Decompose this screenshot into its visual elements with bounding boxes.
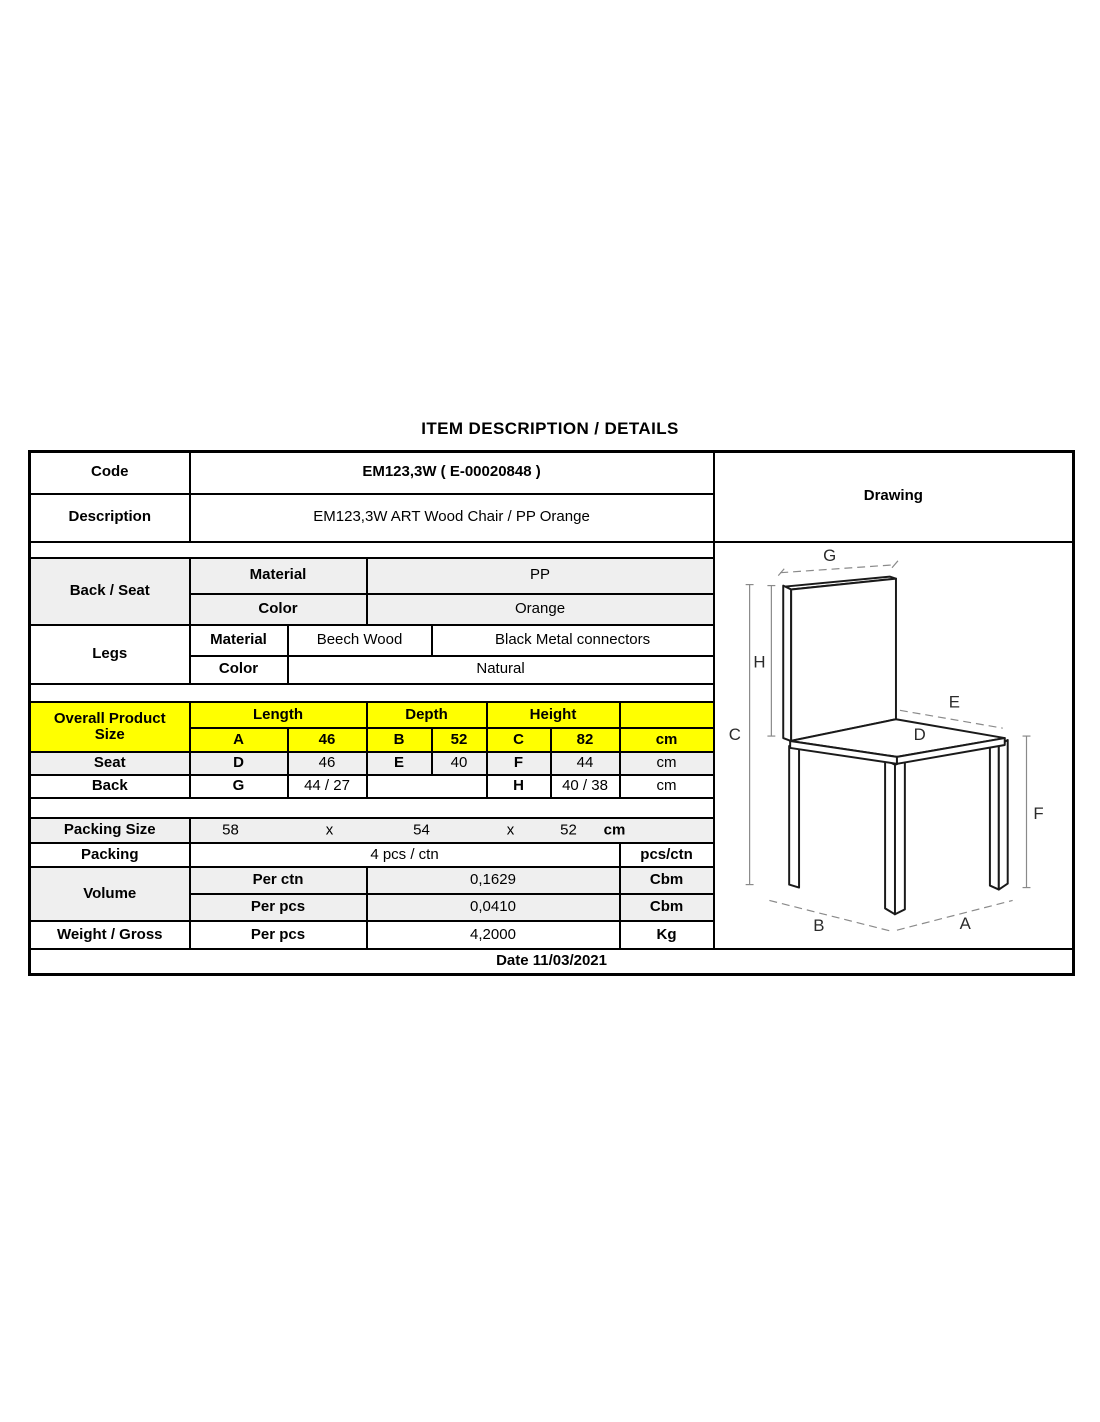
code-value: EM123,3W ( E-00020848 ) (190, 452, 714, 494)
packing-dim-height: 52 (560, 821, 577, 839)
legs-material-label: Material (190, 625, 288, 656)
back-unit: cm (620, 775, 714, 798)
drawing-header: Drawing (714, 452, 1074, 542)
weight-per-pcs-label: Per pcs (190, 921, 367, 949)
spacer-cell (30, 542, 714, 558)
back-depth-empty (367, 775, 487, 798)
depth-header: Depth (367, 702, 487, 728)
chair-leg-right-left-face (990, 741, 999, 890)
item-details-table (28, 450, 1075, 976)
back-height-value: 40 / 38 (551, 775, 620, 798)
page-title: ITEM DESCRIPTION / DETAILS (421, 419, 679, 438)
dimension-line-b (770, 900, 892, 931)
packing-times: x (506, 821, 515, 839)
dim-tick (892, 560, 898, 567)
packing-value: 4 pcs / ctn (190, 843, 620, 867)
packing-size-values (190, 818, 714, 843)
code-label: Code (30, 452, 190, 494)
overall-height-key: C (487, 728, 551, 752)
overall-depth-value: 52 (432, 728, 487, 752)
chair-leg-right-right-face (999, 740, 1008, 890)
seat-depth-key: E (367, 752, 432, 775)
packing-unit: pcs/ctn (620, 843, 714, 867)
spacer-cell (30, 684, 714, 702)
drawing-label-f: F (1033, 803, 1045, 823)
seat-height-value: 44 (551, 752, 620, 775)
drawing-label-h: H (753, 652, 766, 672)
overall-depth-key: B (367, 728, 432, 752)
volume-label: Volume (30, 867, 190, 921)
date-row (30, 949, 1074, 974)
chair-leg-front-right-face (895, 760, 905, 913)
seat-length-key: D (190, 752, 288, 775)
legs-color-label: Color (190, 656, 288, 684)
drawing-label-b: B (813, 915, 825, 935)
volume-per-pcs-label: Per pcs (190, 894, 367, 921)
seat-depth-value: 40 (432, 752, 487, 775)
chair-leg-front-left-face (885, 759, 895, 913)
volume-per-ctn-value: 0,1629 (367, 867, 620, 894)
seat-length-value: 46 (288, 752, 367, 775)
chair-backrest-side (784, 585, 792, 740)
spacer-row (30, 542, 1074, 558)
packing-times: x (325, 821, 334, 839)
length-header: Length (190, 702, 367, 728)
seat-label: Seat (30, 752, 190, 775)
drawing-area (714, 542, 1074, 950)
volume-per-ctn-unit: Cbm (620, 867, 714, 894)
legs-material-metal: Black Metal connectors (432, 625, 714, 656)
volume-per-ctn-label: Per ctn (190, 867, 367, 894)
spacer-cell (30, 798, 714, 818)
drawing-label-a: A (959, 913, 972, 933)
back-length-value: 44 / 27 (288, 775, 367, 798)
volume-per-pcs-unit: Cbm (620, 894, 714, 921)
chair-leg-left (789, 745, 799, 887)
code-row (30, 452, 1074, 494)
back-length-key: G (190, 775, 288, 798)
packing-size-label: Packing Size (30, 818, 190, 843)
packing-size-unit: cm (603, 821, 626, 839)
packing-dim-depth: 54 (413, 821, 430, 839)
overall-length-key: A (190, 728, 288, 752)
back-seat-color-label: Color (190, 594, 367, 625)
back-seat-material-value: PP (367, 558, 714, 594)
description-value: EM123,3W ART Wood Chair / PP Orange (190, 494, 714, 542)
description-label: Description (30, 494, 190, 542)
volume-per-pcs-value: 0,0410 (367, 894, 620, 921)
legs-color-value: Natural (288, 656, 714, 684)
weight-value: 4,2000 (367, 921, 620, 949)
weight-label: Weight / Gross (30, 921, 190, 949)
packing-label: Packing (30, 843, 190, 867)
legs-label: Legs (30, 625, 190, 684)
back-seat-label: Back / Seat (30, 558, 190, 625)
packing-dim-length: 58 (222, 821, 239, 839)
date-value: Date 11/03/2021 (30, 949, 1074, 974)
dimension-line-g (781, 564, 896, 572)
height-header: Height (487, 702, 620, 728)
seat-height-key: F (487, 752, 551, 775)
overall-height-value: 82 (551, 728, 620, 752)
overall-length-value: 46 (288, 728, 367, 752)
back-seat-material-label: Material (190, 558, 367, 594)
back-label: Back (30, 775, 190, 798)
drawing-label-g: G (823, 545, 837, 565)
overall-size-label-text: Overall Product Size (53, 710, 166, 743)
drawing-label-c: C (729, 724, 742, 744)
size-unit-header (620, 702, 714, 728)
seat-unit: cm (620, 752, 714, 775)
legs-material-wood: Beech Wood (288, 625, 432, 656)
drawing-label-e: E (949, 691, 961, 711)
chair-backrest-panel (791, 578, 896, 740)
chair-drawing (715, 543, 1071, 944)
back-height-key: H (487, 775, 551, 798)
weight-unit: Kg (620, 921, 714, 949)
back-seat-color-value: Orange (367, 594, 714, 625)
overall-size-label (30, 702, 190, 752)
dimension-line-a (897, 900, 1013, 930)
drawing-label-d: D (913, 724, 927, 744)
overall-unit: cm (620, 728, 714, 752)
